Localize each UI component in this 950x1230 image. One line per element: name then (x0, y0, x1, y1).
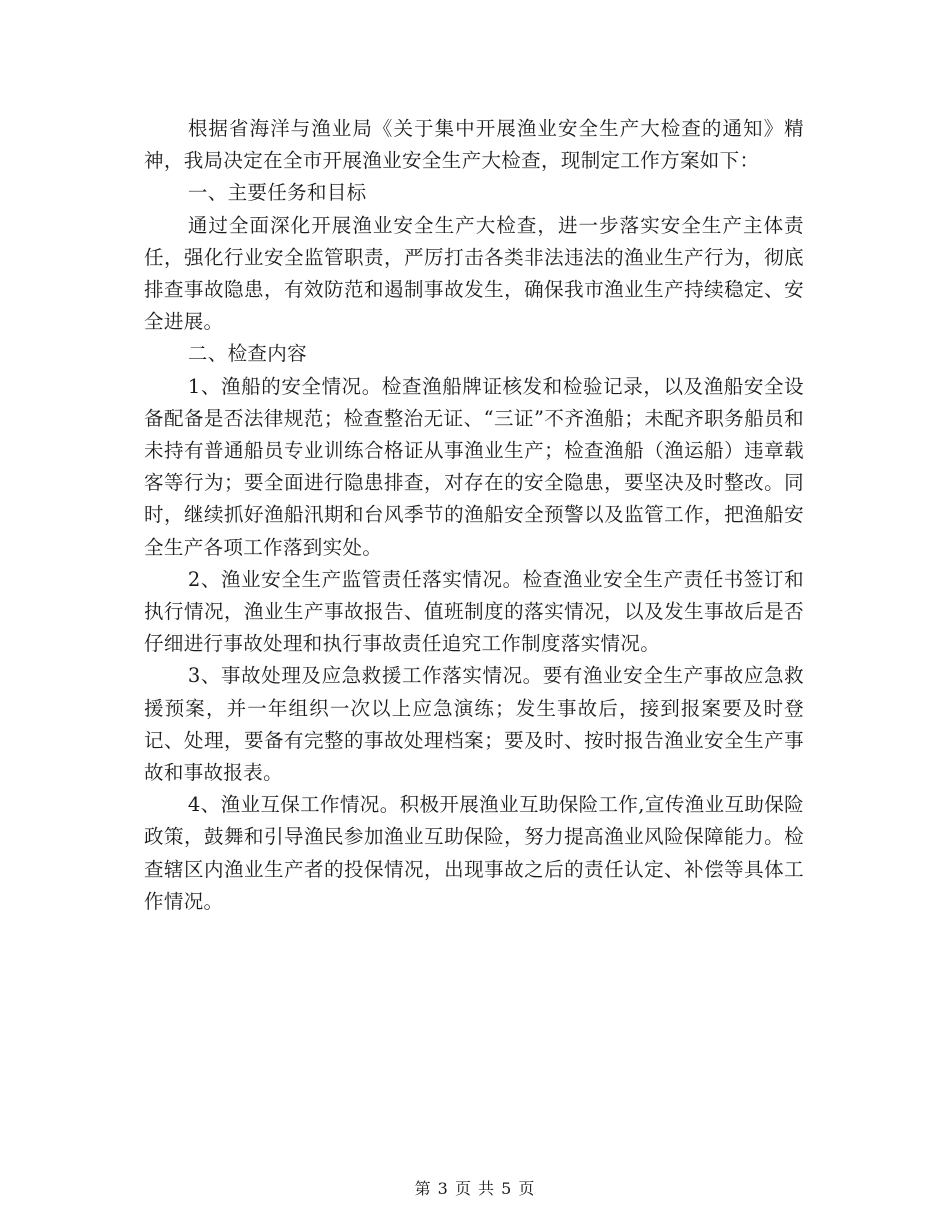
page-number-text: 第 3 页 共 5 页 (414, 1179, 536, 1198)
item-4-paragraph: 4、渔业互保工作情况。积极开展渔业互助保险工作,宣传渔业互助保险政策，鼓舞和引导渔民参加渔业互助保险，努力提高渔业风险保障能力。检查辖区内渔业生产者的投保情况，出现事故之后的责任认定、补偿等具体工作情况。 (144, 793, 804, 913)
document-body (144, 113, 804, 918)
item-2-paragraph: 2、渔业安全生产监管责任落实情况。检查渔业安全生产责任书签订和执行情况，渔业生产事故报告、值班制度的落实情况，以及发生事故后是否仔细进行事故处理和执行事故责任追究工作制度落实情况。 (144, 567, 804, 656)
tasks-paragraph: 通过全面深化开展渔业安全生产大检查，进一步落实安全生产主体责任，强化行业安全监管职责，严厉打击各类非法违法的渔业生产行为，彻底排查事故隐患，有效防范和遏制事故发生，确保我市渔业生产持续稳定、安全进展。 (144, 213, 804, 334)
item-3-paragraph: 3、事故处理及应急救援工作落实情况。要有渔业安全生产事故应急救援预案，并一年组织一次以上应急演练；发生事故后，接到报案要及时登记、处理，要备有完整的事故处理档案；要及时、按时报告渔业安全生产事故和事故报表。 (144, 664, 804, 785)
section-heading-contents: 二、检查内容 (187, 342, 307, 366)
item-1-paragraph: 1、渔船的安全情况。检查渔船牌证核发和检验记录，以及渔船安全设备配备是否法律规范；检查整治无证、“三证”不齐渔船；未配齐职务船员和未持有普通船员专业训练合格证从事渔业生产；检查渔船（渔运船）违章载客等行为；要全面进行隐患排查，对存在的安全隐患，要坚决及时整改。同时，继续抓好渔船汛期和台风季节的渔船安全预警以及监管工作，把渔船安全生产各项工作落到实处。 (144, 374, 804, 559)
page-footer (0, 1176, 950, 1199)
intro-paragraph: 根据省海洋与渔业局《关于集中开展渔业安全生产大检查的通知》精神，我局决定在全市开展渔业安全生产大检查，现制定工作方案如下： (144, 117, 804, 173)
section-heading-tasks: 一、主要任务和目标 (187, 181, 367, 205)
